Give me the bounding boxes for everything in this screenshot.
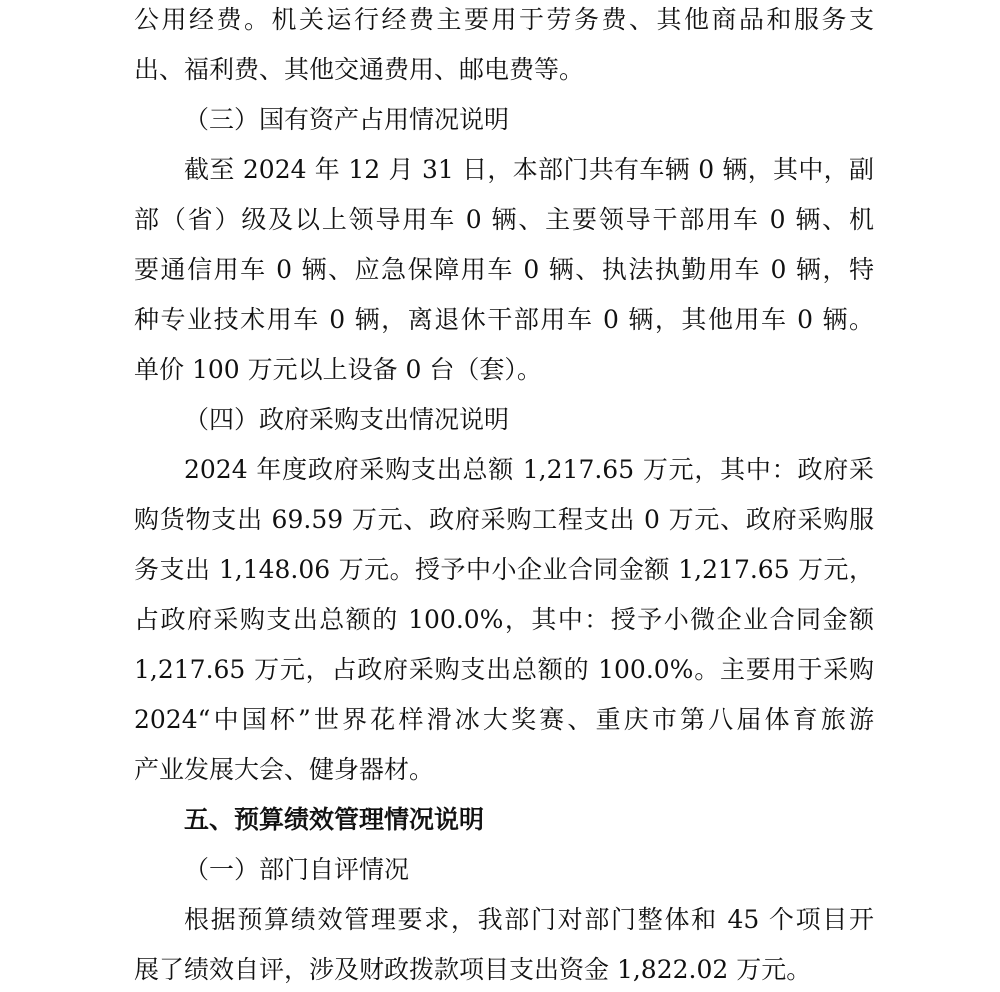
body-text-line: 产业发展大会、健身器材。 [134,755,435,784]
body-text-line: 1,217.65 万元，占政府采购支出总额的 100.0%。主要用于采购 [134,655,874,684]
subsection-heading-1: （一）部门自评情况 [184,855,410,884]
body-text-line: 根据预算绩效管理要求，我部门对部门整体和 45 个项目开 [184,905,874,934]
body-text-line: 2024 年度政府采购支出总额 1,217.65 万元，其中：政府采 [184,455,874,484]
body-text-line: 单价 100 万元以上设备 0 台（套）。 [134,355,542,384]
body-text-line: 部（省）级及以上领导用车 0 辆、主要领导干部用车 0 辆、机 [134,205,874,234]
body-text-line: 购货物支出 69.59 万元、政府采购工程支出 0 万元、政府采购服 [134,505,874,534]
section-heading-3: （三）国有资产占用情况说明 [184,105,510,134]
body-text-line: 公用经费。机关运行经费主要用于劳务费、其他商品和服务支 [134,5,874,34]
body-text-line: 2024“中国杯”世界花样滑冰大奖赛、重庆市第八届体育旅游 [134,705,874,734]
section-heading-5: 五、预算绩效管理情况说明 [184,805,485,834]
body-text-line: 种专业技术用车 0 辆，离退休干部用车 0 辆，其他用车 0 辆。 [134,305,874,334]
body-text-line: 要通信用车 0 辆、应急保障用车 0 辆、执法执勤用车 0 辆，特 [134,255,874,284]
body-text-line: 截至 2024 年 12 月 31 日，本部门共有车辆 0 辆，其中，副 [184,155,874,184]
body-text-line: 展了绩效自评，涉及财政拨款项目支出资金 1,822.02 万元。 [134,955,812,984]
body-text-line: 出、福利费、其他交通费用、邮电费等。 [134,55,585,84]
body-text-line: 占政府采购支出总额的 100.0%，其中：授予小微企业合同金额 [134,605,874,634]
section-heading-4: （四）政府采购支出情况说明 [184,405,510,434]
body-text-line: 务支出 1,148.06 万元。授予中小企业合同金额 1,217.65 万元， [134,555,874,584]
